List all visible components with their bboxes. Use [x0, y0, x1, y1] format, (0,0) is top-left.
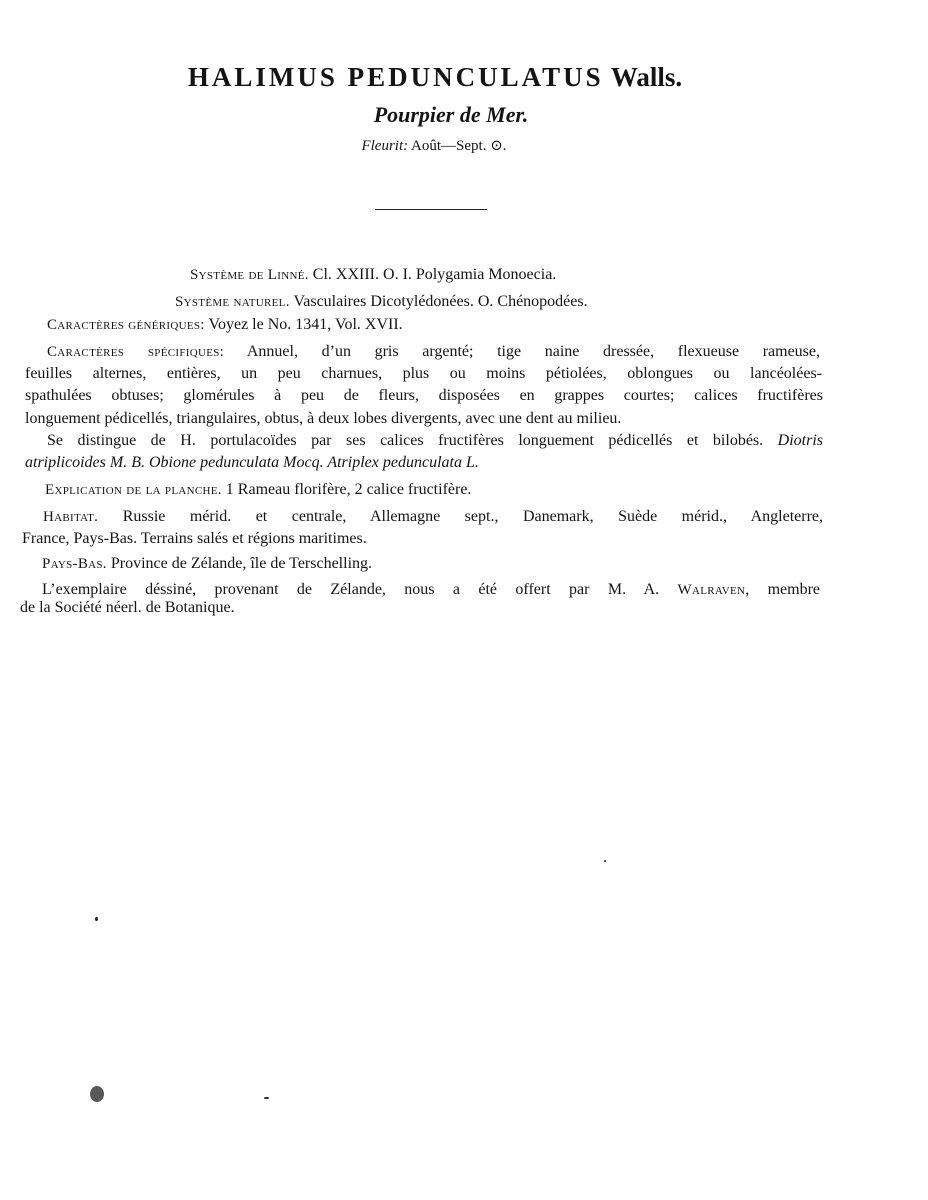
distinction-line-1	[47, 431, 823, 451]
linne-value: Cl. XXIII. O. I. Polygamia Monoecia.	[312, 266, 557, 283]
scan-speck	[90, 1086, 104, 1102]
specifiques-label: Caractères spécifiques:	[47, 344, 225, 360]
common-name: Pourpier de Mer.	[373, 102, 529, 127]
generiques-value: Voyez le No. 1341, Vol. XVII.	[208, 316, 403, 333]
habitat-line-2: France, Pays-Bas. Terrains salés et régions maritimes.	[22, 530, 367, 547]
distingue-line1: Se distingue de H. portulacoïdes par ses calices fructifères longuement pédicellés et bilobés.	[47, 432, 764, 449]
specific-characters-line-2: feuilles alternes, entières, un peu charnues, plus ou moins pétiolées, oblongues ou lancéolées-	[25, 365, 822, 382]
distinction-line-2: atriplicoides M. B. Obione pedunculata Mocq. Atriplex pedunculata L.	[25, 454, 479, 471]
habitat-line-1	[43, 507, 823, 527]
generic-characters-line	[47, 315, 403, 335]
specifiques-line1: Annuel, d’un gris argenté; tige naine dressée, flexueuse rameuse,	[246, 343, 820, 360]
specimen-line-1	[42, 580, 820, 600]
habitat-line1: Russie mérid. et centrale, Allemagne sept., Danemark, Suède mérid., Angleterre,	[122, 508, 824, 525]
linne-system-line	[190, 265, 556, 285]
specimen-line-2: de la Société néerl. de Botanique.	[20, 599, 235, 616]
species-title	[0, 62, 870, 93]
plate-explanation-line	[45, 480, 471, 500]
habitat-label: Habitat.	[43, 509, 99, 525]
paysbas-value: Province de Zélande, île de Terschelling.	[110, 555, 373, 572]
explication-label: Explication de la planche.	[45, 482, 222, 498]
netherlands-line	[42, 554, 372, 574]
scan-speck	[264, 1097, 269, 1099]
naturel-value: Vasculaires Dicotylédonées. O. Chénopodées.	[293, 293, 588, 310]
explication-value: 1 Rameau florifère, 2 calice fructifère.	[225, 481, 472, 498]
paysbas-label: Pays-Bas.	[42, 556, 107, 572]
title-divider	[375, 209, 487, 210]
species-author: Walls.	[610, 62, 683, 92]
flowering-label: Fleurit:	[361, 138, 409, 154]
linne-label: Système de Linné.	[190, 267, 309, 283]
specific-characters-line-4: longuement pédicellés, triangulaires, obtus, à deux lobes divergents, avec une dent au milieu.	[25, 410, 622, 427]
exemplaire-text: L’exemplaire déssiné, provenant de Zélande, nous a été offert par M. A.	[42, 581, 660, 598]
natural-system-line	[175, 292, 588, 312]
specific-characters-line-1	[47, 342, 820, 362]
distingue-italic: Diotris	[777, 432, 824, 449]
donor-name: Walraven	[677, 582, 746, 598]
specific-characters-line-3: spathulées obtuses; glomérules à peu de fleurs, disposées en grappes courtes; calices fructifères	[25, 387, 823, 404]
flowering-value: Août—Sept. ⊙.	[411, 138, 507, 154]
scan-speck	[604, 860, 606, 862]
generiques-label: Caractères génériques:	[47, 317, 205, 333]
species-name: HALIMUS PEDUNCULATUS	[187, 62, 604, 92]
naturel-label: Système naturel.	[175, 294, 290, 310]
scan-speck	[95, 917, 98, 921]
flowering-period	[0, 136, 868, 155]
exemplaire-end: , membre	[745, 581, 821, 598]
